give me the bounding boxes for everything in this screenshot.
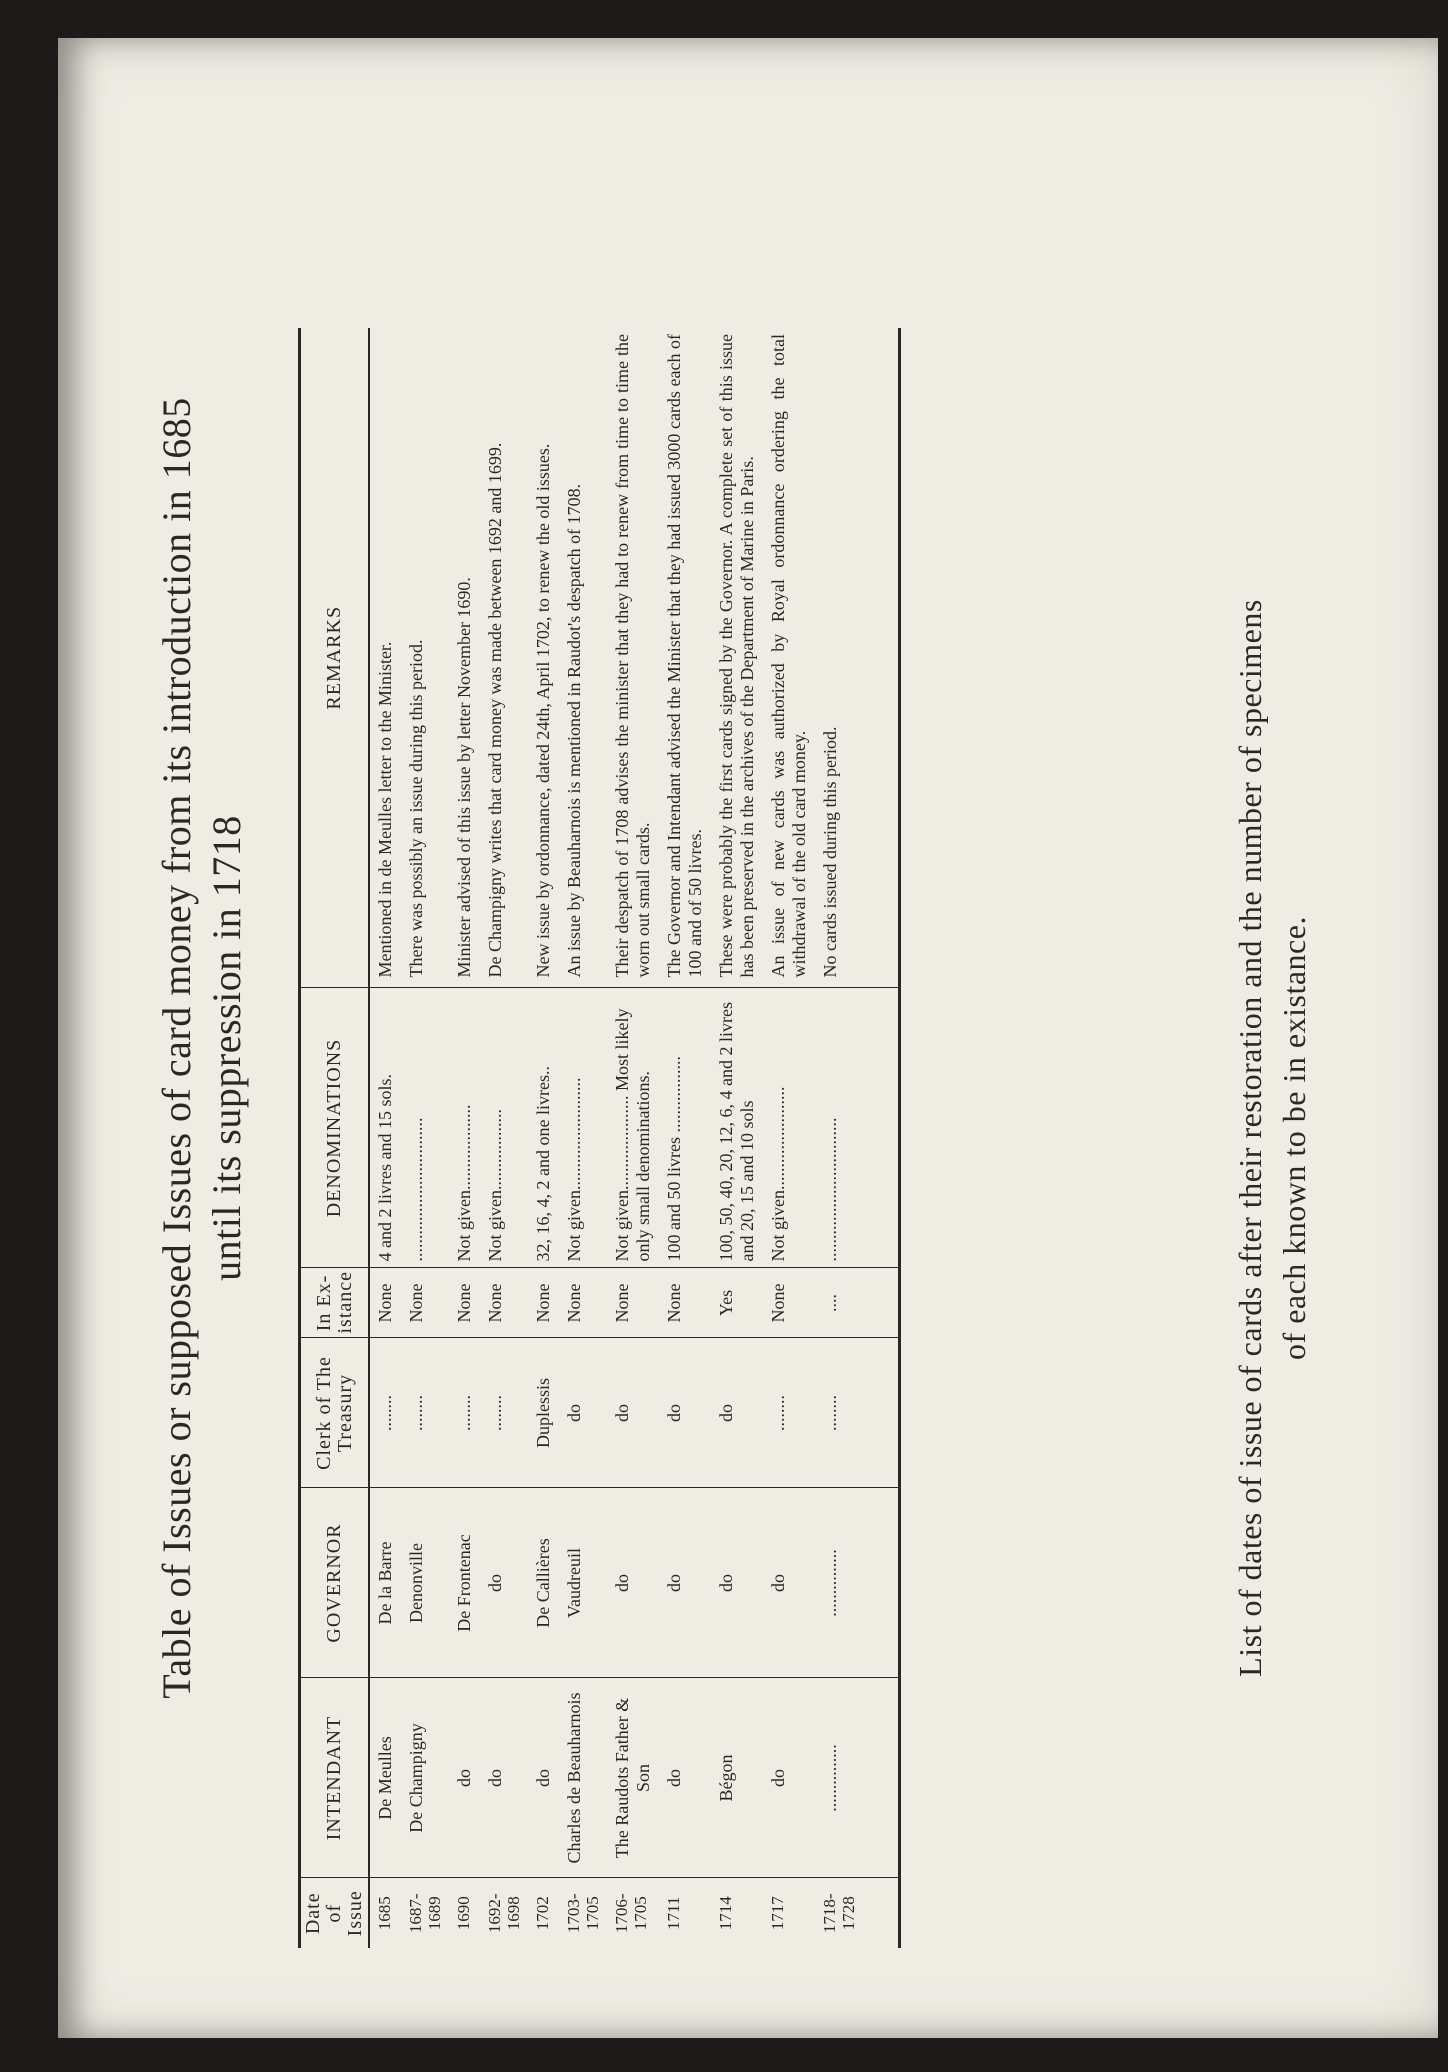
cell-remarks: There was possibly an issue during this period. — [406, 639, 426, 978]
table-row — [401, 328, 449, 1948]
cell-existance: None — [559, 1268, 607, 1338]
table-row — [607, 328, 659, 1948]
cell-date: 1706-1705 — [607, 1878, 659, 1948]
rotated-page — [98, 98, 1418, 1998]
cell-remarks: De Champigny writes that card money was made between 1692 and 1699. — [485, 442, 505, 978]
cell-clerk: ........ — [763, 1338, 815, 1488]
table-row — [480, 328, 528, 1948]
cell-clerk: do — [607, 1338, 659, 1488]
cell-existance: None — [449, 1268, 480, 1338]
cell-denominations: ................................ — [815, 988, 900, 1268]
title-line-2: until its suppression in 1718 — [204, 815, 249, 1281]
cell-governor: De Callières — [528, 1488, 559, 1678]
cell-existance: None — [369, 1268, 401, 1338]
cell-existance: None — [607, 1268, 659, 1338]
cell-remarks: Minister advised of this issue by letter November 1690. — [454, 577, 474, 978]
cell-governor: Denonville — [401, 1488, 449, 1678]
cell-existance: None — [528, 1268, 559, 1338]
cell-clerk: do — [559, 1338, 607, 1488]
cell-clerk: do — [659, 1338, 711, 1488]
cell-clerk: ........ — [369, 1338, 401, 1488]
title-line-1: Table of Issues or supposed Issues of card money from its introduction in 1685 — [154, 397, 199, 1699]
header-intendant: INTENDANT — [300, 1678, 370, 1878]
issues-table — [298, 328, 901, 1948]
cell-date: 1690 — [449, 1878, 480, 1948]
cell-remarks: An issue by Beauharnois is mentioned in Raudot's despatch of 1708. — [564, 483, 584, 978]
cell-clerk: ........ — [480, 1338, 528, 1488]
cell-intendant: do — [449, 1678, 480, 1878]
header-row — [300, 328, 370, 1948]
cell-date: 1703-1705 — [559, 1878, 607, 1948]
cell-governor: ............... — [815, 1488, 900, 1678]
cell-clerk: Duplessis — [528, 1338, 559, 1488]
cell-denominations: ................................ — [401, 988, 449, 1268]
cell-intendant: De Champigny — [401, 1678, 449, 1878]
cell-intendant: ............... — [815, 1678, 900, 1878]
footer-line-1: List of dates of issue of cards after their restoration and the number of specimens — [1232, 599, 1268, 1677]
cell-denominations: 100, 50, 40, 20, 12, 6, 4 and 2 livres and 20, 15 and 10 sols — [711, 988, 763, 1268]
cell-date: 1685 — [369, 1878, 401, 1948]
cell-remarks: An issue of new cards was authorized by Royal ordonnance ordering the total withdrawal of the old card money. — [768, 334, 809, 978]
cell-denominations: Not given.................. — [480, 988, 528, 1268]
footer-line-2: of each known to be in existance. — [1276, 916, 1312, 1360]
header-clerk: Clerk of The Treasury — [300, 1338, 370, 1488]
cell-governor: do — [711, 1488, 763, 1678]
header-existance: In Ex-istance — [300, 1268, 370, 1338]
cell-existance: None — [659, 1268, 711, 1338]
cell-existance: None — [401, 1268, 449, 1338]
cell-remarks: The Governor and Intendant advised the Minister that they had issued 3000 cards each of 100 and of 50 livres. — [664, 334, 705, 978]
cell-intendant: Charles de Beauharnois — [559, 1678, 607, 1878]
header-denominations: DENOMINATIONS — [300, 988, 370, 1268]
cell-remarks: Their despatch of 1708 advises the minister that they had to renew from time to time the worn out small cards. — [612, 334, 653, 978]
paper-sheet — [58, 38, 1438, 2038]
cell-remarks: These were probably the first cards signed by the Governor. A complete set of this issue has been preserved in the archives of the Department of Marine in Paris. — [716, 334, 757, 978]
cell-existance: None — [763, 1268, 815, 1338]
table-row — [449, 328, 480, 1948]
table-row — [763, 328, 815, 1948]
cell-remarks: Mentioned in de Meulles letter to the Minister. — [375, 641, 395, 978]
cell-governor: do — [763, 1488, 815, 1678]
cell-existance: .... — [815, 1268, 900, 1338]
cell-intendant: do — [763, 1678, 815, 1878]
cell-denominations: 4 and 2 livres and 15 sols. — [369, 988, 401, 1268]
cell-clerk: ........ — [815, 1338, 900, 1488]
footer-caption — [1228, 538, 1316, 1738]
cell-intendant: The Raudots Father & Son — [607, 1678, 659, 1878]
cell-intendant: De Meulles — [369, 1678, 401, 1878]
table-row — [528, 328, 559, 1948]
table-row — [559, 328, 607, 1948]
cell-date: 1711 — [659, 1878, 711, 1948]
table-row — [369, 328, 401, 1948]
cell-date: 1714 — [711, 1878, 763, 1948]
cell-remarks: New issue by ordonnance, dated 24th, April 1702, to renew the old issues. — [533, 443, 553, 978]
cell-existance: None — [480, 1268, 528, 1338]
cell-clerk: ........ — [449, 1338, 480, 1488]
header-governor: GOVERNOR — [300, 1488, 370, 1678]
cell-clerk: do — [711, 1338, 763, 1488]
cell-governor: do — [659, 1488, 711, 1678]
table-row — [815, 328, 900, 1948]
cell-date: 1717 — [763, 1878, 815, 1948]
cell-intendant: do — [659, 1678, 711, 1878]
header-date: Date of Issue — [300, 1878, 370, 1948]
cell-governor: do — [607, 1488, 659, 1678]
table-row — [711, 328, 763, 1948]
cell-intendant: do — [528, 1678, 559, 1878]
cell-existance: Yes — [711, 1268, 763, 1338]
page-title — [152, 98, 252, 1998]
cell-governor: De Frontenac — [449, 1488, 480, 1678]
cell-date: 1718-1728 — [815, 1878, 900, 1948]
cell-date: 1687-1689 — [401, 1878, 449, 1948]
cell-intendant: Bégon — [711, 1678, 763, 1878]
cell-denominations: Not given......................... — [559, 988, 607, 1268]
cell-denominations: Not given....................... — [763, 988, 815, 1268]
cell-clerk: ........ — [401, 1338, 449, 1488]
cell-governor: De la Barre — [369, 1488, 401, 1678]
cell-governor: do — [480, 1488, 528, 1678]
cell-denominations: 32, 16, 4, 2 and one livres.. — [528, 988, 559, 1268]
cell-denominations: Not given................... — [449, 988, 480, 1268]
cell-date: 1702 — [528, 1878, 559, 1948]
cell-denominations: 100 and 50 livres ................. — [659, 988, 711, 1268]
table-row — [659, 328, 711, 1948]
header-remarks: REMARKS — [300, 328, 370, 988]
cell-date: 1692-1698 — [480, 1878, 528, 1948]
cell-governor: Vaudreuil — [559, 1488, 607, 1678]
cell-remarks: No cards issued during this period. — [815, 328, 900, 988]
cell-denominations: Not given..................... Most likely only small denominations. — [607, 988, 659, 1268]
cell-intendant: do — [480, 1678, 528, 1878]
